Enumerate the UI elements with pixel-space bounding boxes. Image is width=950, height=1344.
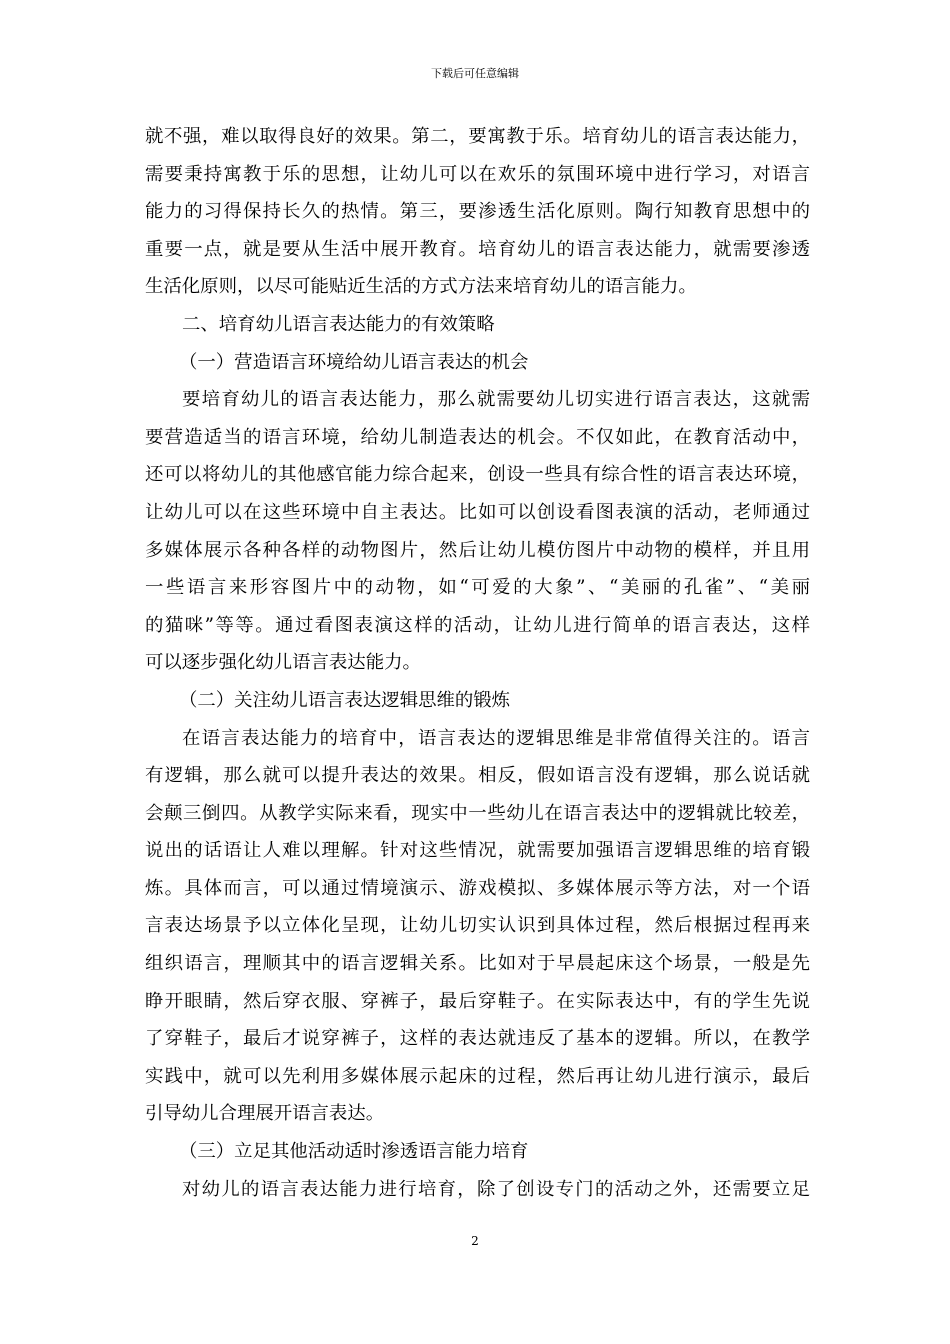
body-line: 能力的习得保持长久的热情。第三，要渗透生活化原则。陶行知教育思想中的	[145, 201, 810, 223]
body-line: 重要一点，就是要从生活中展开教育。培育幼儿的语言表达能力，就需要渗透	[145, 238, 810, 260]
subsection-heading: （三）立足其他活动适时渗透语言能力培育	[179, 1141, 529, 1163]
body-line: 有逻辑，那么就可以提升表达的效果。相反，假如语言没有逻辑，那么说话就	[145, 765, 810, 787]
body-line: 会颠三倒四。从教学实际来看，现实中一些幼儿在语言表达中的逻辑就比较差，	[145, 802, 810, 824]
body-line: 要培育幼儿的语言表达能力，那么就需要幼儿切实进行语言表达，这就需	[182, 389, 810, 411]
section-heading: 二、培育幼儿语言表达能力的有效策略	[182, 313, 495, 335]
subsection-heading: （一）营造语言环境给幼儿语言表达的机会	[179, 351, 529, 373]
body-line: 就不强，难以取得良好的效果。第二，要寓教于乐。培育幼儿的语言表达能力，	[145, 126, 810, 147]
body-line: 实践中，就可以先利用多媒体展示起床的过程，然后再让幼儿进行演示，最后	[145, 1065, 810, 1087]
body-line: 睁开眼睛，然后穿衣服、穿裤子，最后穿鞋子。在实际表达中，有的学生先说	[145, 990, 810, 1012]
body-line: 组织语言，理顺其中的语言逻辑关系。比如对于早晨起床这个场景，一般是先	[145, 953, 810, 975]
body-line: 一些语言来形容图片中的动物，如“可爱的大象”、“美丽的孔雀”、“美丽	[145, 577, 810, 599]
body-line: 在语言表达能力的培育中，语言表达的逻辑思维是非常值得关注的。语言	[182, 727, 810, 749]
body-line: 言表达场景予以立体化呈现，让幼儿切实认识到具体过程，然后根据过程再来	[145, 915, 810, 937]
body-line: 对幼儿的语言表达能力进行培育，除了创设专门的活动之外，还需要立足	[182, 1178, 810, 1200]
body-line: 让幼儿可以在这些环境中自主表达。比如可以创设看图表演的活动，老师通过	[145, 501, 810, 523]
body-line: 生活化原则，以尽可能贴近生活的方式方法来培育幼儿的语言能力。	[145, 276, 697, 298]
body-line: 炼。具体而言，可以通过情境演示、游戏模拟、多媒体展示等方法，对一个语	[145, 877, 810, 899]
body-line: 的猫咪”等等。通过看图表演这样的活动，让幼儿进行简单的语言表达，这样	[145, 614, 810, 636]
subsection-heading: （二）关注幼儿语言表达逻辑思维的锻炼	[179, 689, 511, 711]
body-line: 可以逐步强化幼儿语言表达能力。	[145, 652, 421, 674]
body-line: 引导幼儿合理展开语言表达。	[145, 1103, 385, 1125]
body-line: 需要秉持寓教于乐的思想，让幼儿可以在欢乐的氛围环境中进行学习，对语言	[145, 163, 810, 185]
document-body	[145, 118, 810, 1208]
body-line: 要营造适当的语言环境，给幼儿制造表达的机会。不仅如此，在教育活动中，	[145, 426, 810, 448]
page-number: 2	[471, 1234, 479, 1248]
body-line: 说出的话语让人难以理解。针对这些情况，就需要加强语言逻辑思维的培育锻	[145, 840, 810, 862]
body-line: 了穿鞋子，最后才说穿裤子，这样的表达就违反了基本的逻辑。所以，在教学	[145, 1028, 810, 1050]
body-line: 还可以将幼儿的其他感官能力综合起来，创设一些具有综合性的语言表达环境，	[145, 464, 810, 486]
page-header: 下载后可任意编辑	[431, 67, 519, 80]
body-line: 多媒体展示各种各样的动物图片，然后让幼儿模仿图片中动物的模样，并且用	[145, 539, 810, 561]
